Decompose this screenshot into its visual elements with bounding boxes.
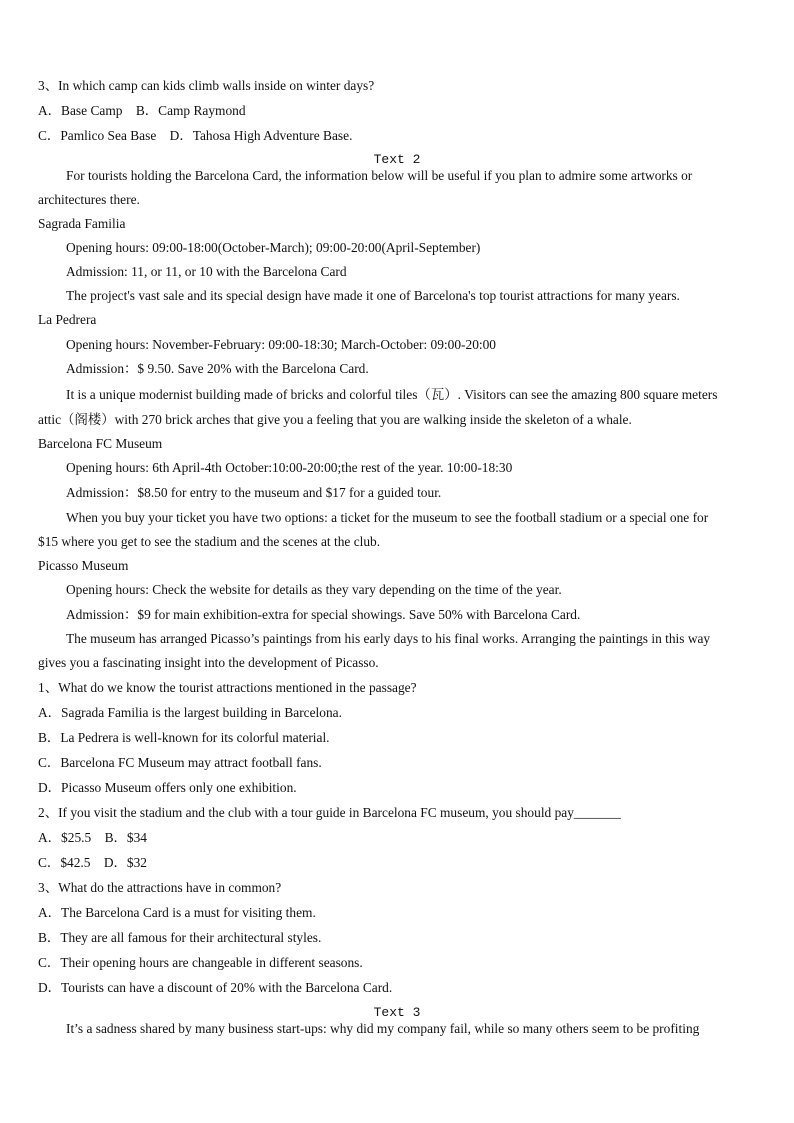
paragraph-line: Admission：$8.50 for entry to the museum and $17 for a guided tour. (66, 485, 442, 500)
paragraph-line: gives you a fascinating insight into the development of Picasso. (38, 655, 379, 670)
paragraph-line: When you buy your ticket you have two options: a ticket for the museum to see the football stadium or a special one for (66, 510, 709, 525)
paragraph-line: Opening hours: November-February: 09:00-18:30; March-October: 09:00-20:00 (66, 337, 496, 352)
answer-options: D．Tourists can have a discount of 20% with the Barcelona Card. (38, 980, 393, 995)
paragraph-line: It is a unique modernist building made of bricks and colorful tiles（瓦）. Visitors can see the amazing 800 square meters (66, 387, 718, 402)
answer-options: A．$25.5 B．$34 (38, 830, 147, 845)
question-text: 3、In which camp can kids climb walls inside on winter days? (38, 78, 375, 93)
paragraph-line: Admission：$ 9.50. Save 20% with the Barcelona Card. (66, 361, 369, 376)
paragraph-line: It’s a sadness shared by many business start-ups: why did my company fail, while so many others seem to be profiting (66, 1021, 700, 1036)
question-text: 3、What do the attractions have in common? (38, 880, 282, 895)
question-text: 2、If you visit the stadium and the club with a tour guide in Barcelona FC museum, you should pay_______ (38, 805, 621, 820)
paragraph-line: Picasso Museum (38, 558, 129, 573)
section-heading: Text 2 (373, 152, 421, 167)
paragraph-line: Opening hours: 09:00-18:00(October-March); 09:00-20:00(April-September) (66, 240, 481, 255)
answer-options: A．Sagrada Familia is the largest building in Barcelona. (38, 705, 342, 720)
question-text: 1、What do we know the tourist attractions mentioned in the passage? (38, 680, 417, 695)
paragraph-line: La Pedrera (38, 312, 97, 327)
answer-options: C．Pamlico Sea Base D．Tahosa High Adventure Base. (38, 128, 353, 143)
paragraph-line: For tourists holding the Barcelona Card, the information below will be useful if you plan to admire some artworks or (66, 168, 693, 183)
paragraph-line: The project's vast sale and its special design have made it one of Barcelona's top tourist attractions for many years. (66, 288, 680, 303)
answer-options: C．Their opening hours are changeable in different seasons. (38, 955, 363, 970)
paragraph-line: Opening hours: 6th April-4th October:10:00-20:00;the rest of the year. 10:00-18:30 (66, 460, 513, 475)
paragraph-line: Admission：$9 for main exhibition-extra for special showings. Save 50% with Barcelona Card. (66, 607, 581, 622)
answer-options: D．Picasso Museum offers only one exhibition. (38, 780, 297, 795)
answer-options: A．The Barcelona Card is a must for visiting them. (38, 905, 316, 920)
section-heading: Text 3 (373, 1005, 421, 1020)
paragraph-line: Opening hours: Check the website for details as they vary depending on the time of the year. (66, 582, 562, 597)
paragraph-line: Barcelona FC Museum (38, 436, 163, 451)
paragraph-line: architectures there. (38, 192, 140, 207)
answer-options: B．La Pedrera is well-known for its colorful material. (38, 730, 330, 745)
answer-options: A．Base Camp B．Camp Raymond (38, 103, 246, 118)
answer-options: C．Barcelona FC Museum may attract football fans. (38, 755, 322, 770)
paragraph-line: $15 where you get to see the stadium and the scenes at the club. (38, 534, 381, 549)
paragraph-line: Sagrada Familia (38, 216, 126, 231)
paragraph-line: attic（阁楼）with 270 brick arches that give you a feeling that you are walking inside the skeleton of a whale. (38, 412, 632, 427)
paragraph-line: The museum has arranged Picasso’s paintings from his early days to his final works. Arranging the paintings in this way (66, 631, 711, 646)
paragraph-line: Admission: 11, or 11, or 10 with the Barcelona Card (66, 264, 347, 279)
answer-options: C．$42.5 D．$32 (38, 855, 147, 870)
answer-options: B．They are all famous for their architectural styles. (38, 930, 322, 945)
